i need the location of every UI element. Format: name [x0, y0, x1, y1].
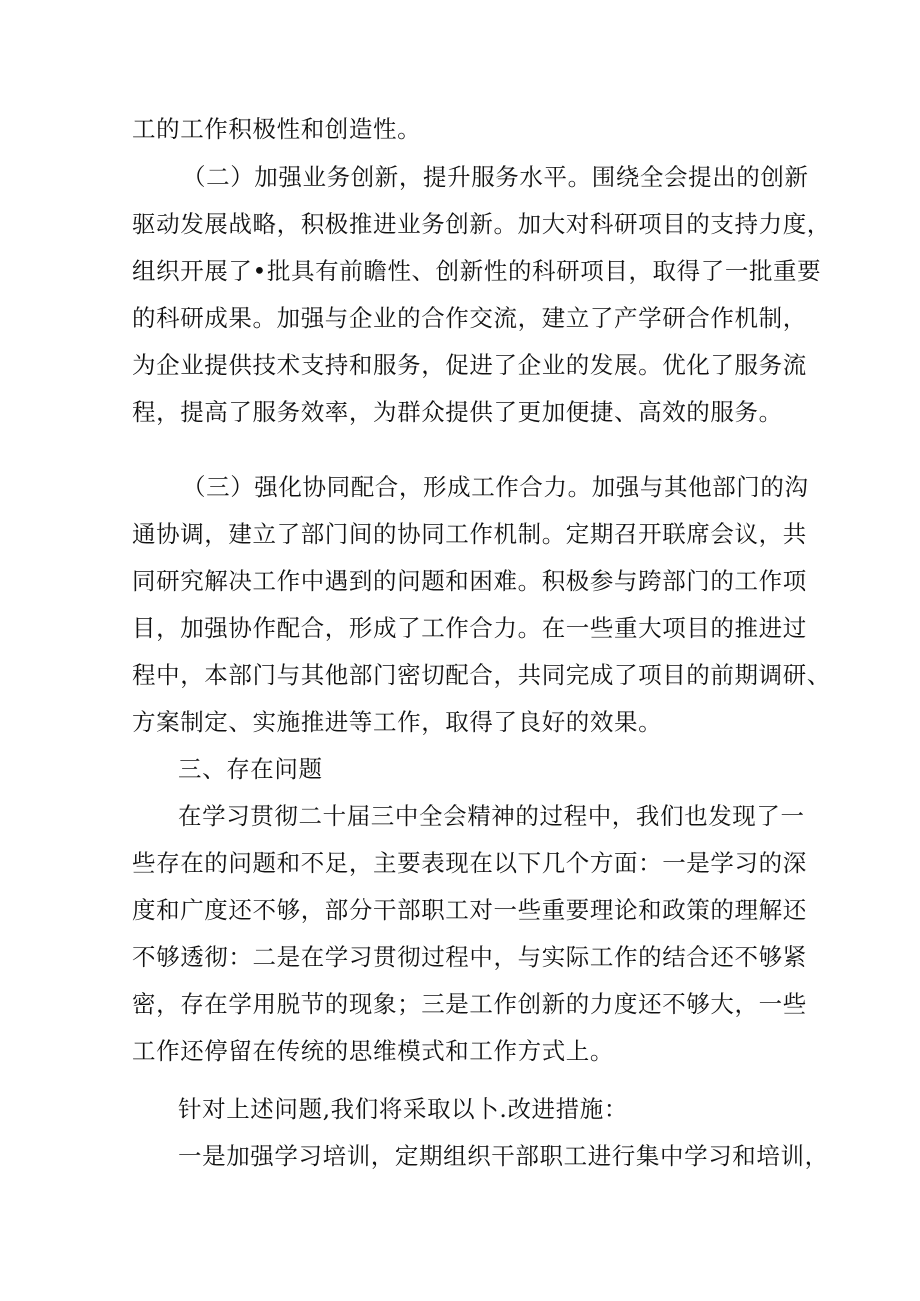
paragraph-heading: （三）强化协同配合，形成工作合力。加强与其他部门的沟 [182, 473, 809, 501]
paragraph-heading: （二）加强业务创新，提升服务水平。围绕全会提出的创新 [182, 163, 809, 191]
text-line: 工的工作积极性和创造性。 [132, 115, 422, 143]
text-line: 同研究解决工作中遇到的问题和困难。积极参与跨部门的工作项 [132, 567, 807, 595]
text-line: 程，提高了服务效率，为群众提供了更加便捷、高效的服务。 [132, 398, 783, 426]
paragraph-start: 针对上述问题,我们将采取以卜.改进措施： [178, 1095, 628, 1123]
text-line: 度和广度还不够，部分干部职工对一些重要理论和政策的理解还 [132, 896, 807, 924]
section-heading: 三、存在问题 [178, 755, 323, 783]
text-line: 组织开展了•批具有前瞻性、创新性的科研项目，取得了一批重要 [132, 257, 822, 285]
text-line: 驱动发展战略，积极推进业务创新。加大对科研项目的支持力度， [132, 210, 831, 238]
text-line: 通协调，建立了部门间的协同工作机制。定期召开联席会议，共 [132, 520, 807, 548]
text-line: 为企业提供技术支持和服务，促进了企业的发展。优化了服务流 [132, 351, 807, 379]
text-line: 程中，本部门与其他部门密切配合，共同完成了项目的前期调研、 [132, 661, 831, 689]
text-line: 不够透彻：二是在学习贯彻过程中，与实际工作的结合还不够紧 [132, 943, 807, 971]
paragraph-start: 一是加强学习培训，定期组织干部职工进行集中学习和培训， [178, 1142, 829, 1170]
text-line: 密，存在学用脱节的现象；三是工作创新的力度还不够大，一些 [132, 990, 807, 1018]
text-line: 的科研成果。加强与企业的合作交流，建立了产学研合作机制， [132, 304, 807, 332]
text-line: 方案制定、实施推进等工作，取得了良好的效果。 [132, 708, 663, 736]
text-line: 工作还停留在传统的思维模式和工作方式上。 [132, 1037, 614, 1065]
text-line: 些存在的问题和不足，主要表现在以下几个方面：一是学习的深 [132, 849, 807, 877]
paragraph-start: 在学习贯彻二十届三中全会精神的过程中，我们也发现了一 [178, 802, 805, 830]
text-line: 目，加强协作配合，形成了工作合力。在一些重大项目的推进过 [132, 614, 807, 642]
